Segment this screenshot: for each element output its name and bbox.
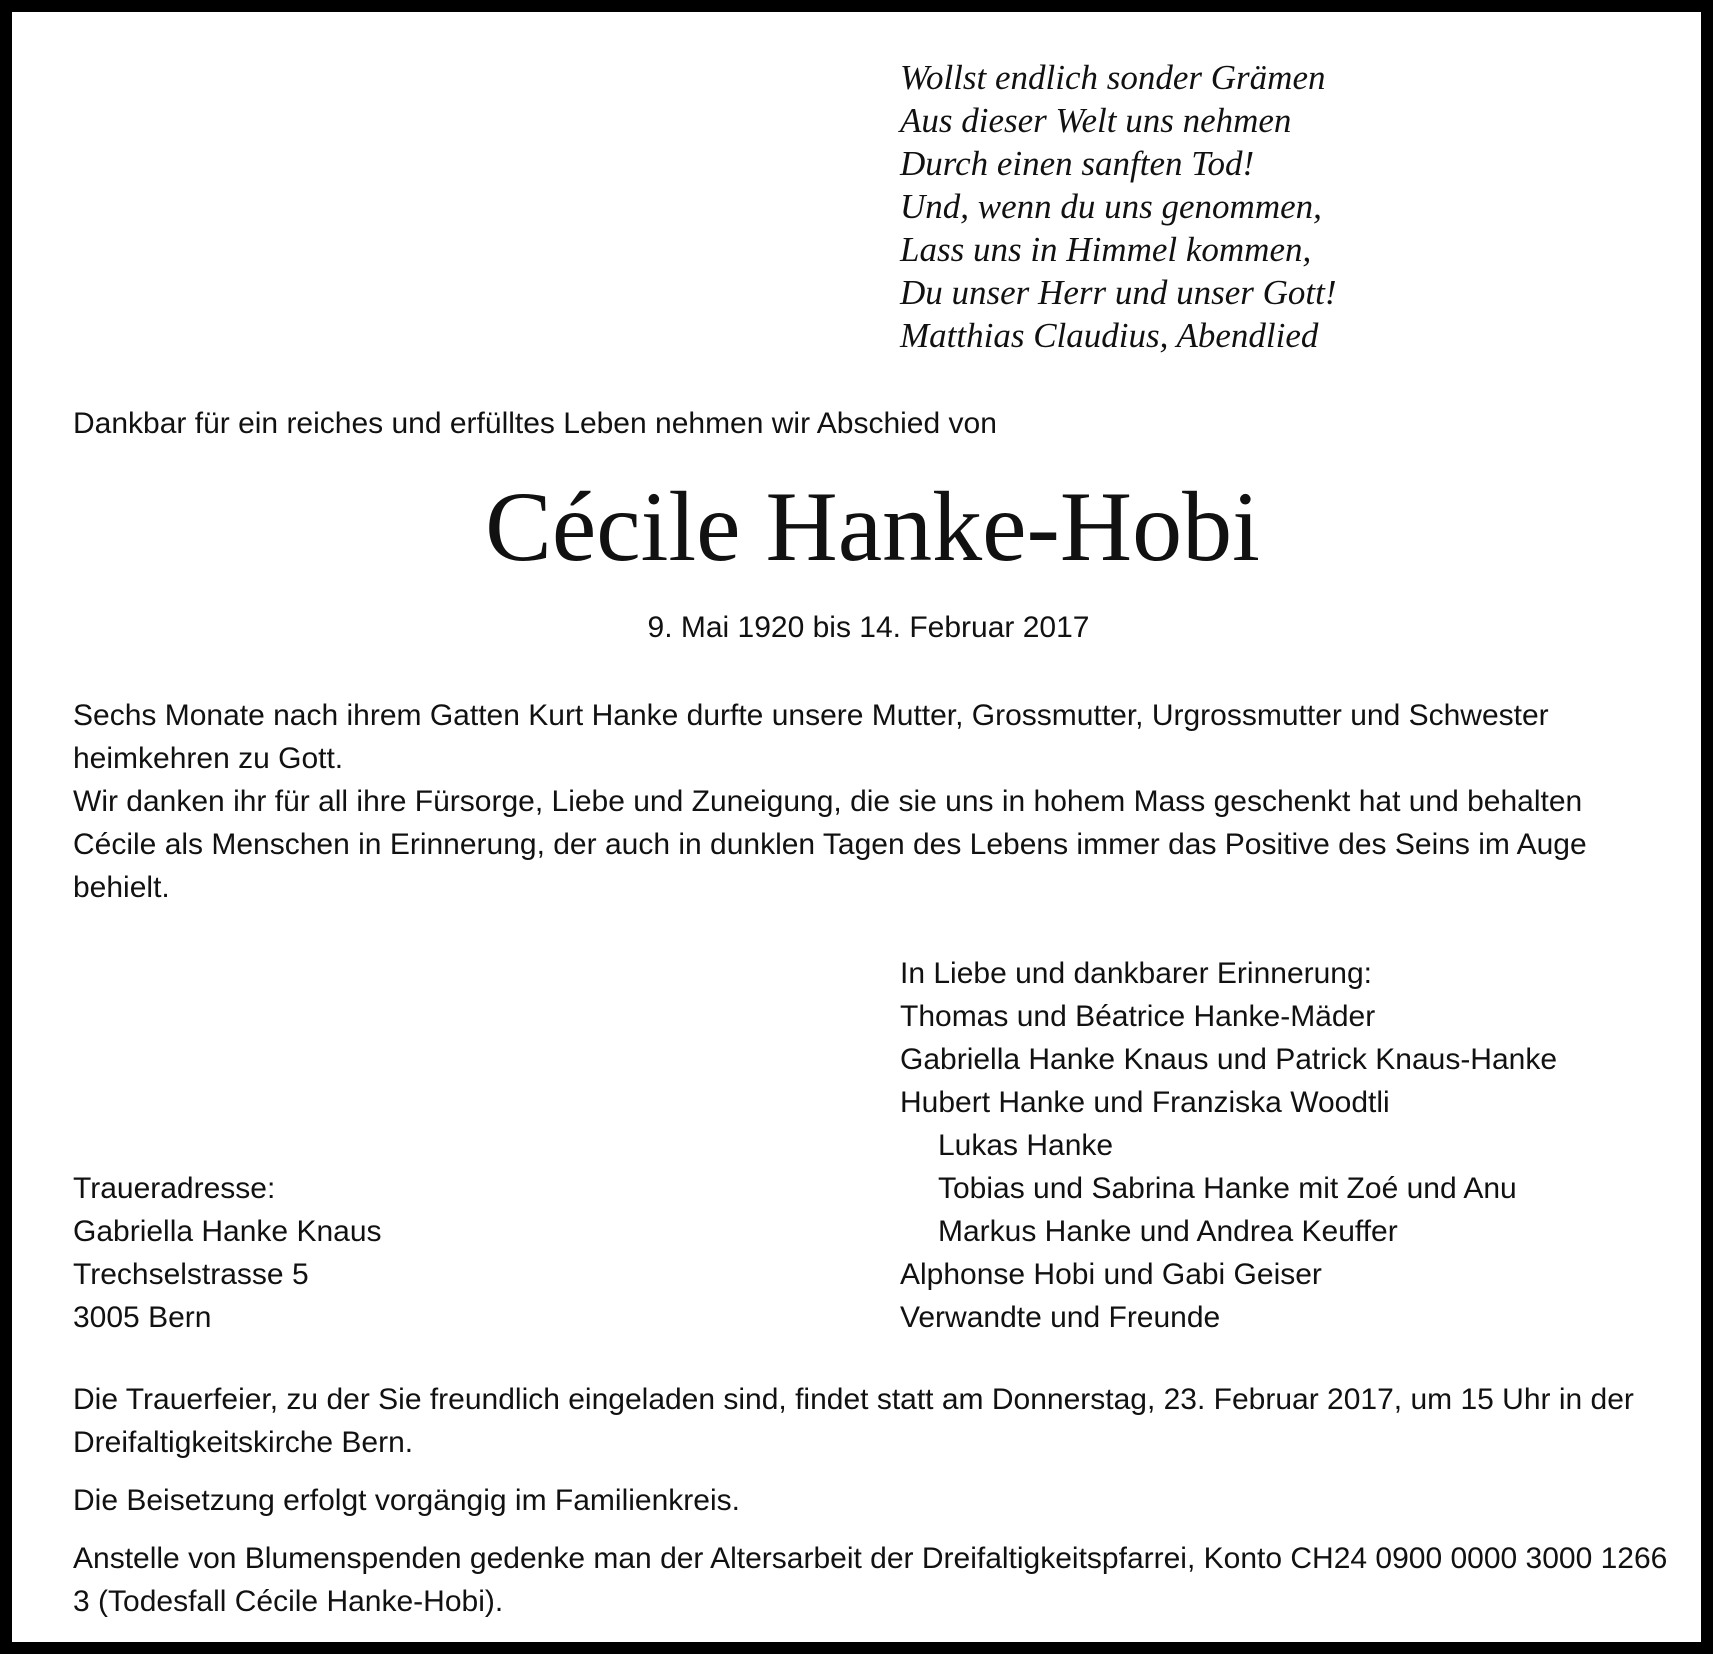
mourner-name: Alphonse Hobi und Gabi Geiser bbox=[900, 1258, 1322, 1291]
poem-line: Lass uns in Himmel kommen, bbox=[900, 230, 1312, 269]
poem-attribution: Matthias Claudius, Abendlied bbox=[900, 316, 1319, 355]
mourner-name: Gabriella Hanke Knaus und Patrick Knaus-Hanke bbox=[900, 1043, 1558, 1076]
life-dates bbox=[12, 608, 1713, 648]
body-paragraph: Sechs Monate nach ihrem Gatten Kurt Hanke durfte unsere Mutter, Grossmutter, Urgrossmutter und Schwester heimkehren zu Gott. bbox=[73, 699, 1549, 775]
address-street: Trechselstrasse 5 bbox=[73, 1258, 309, 1291]
address-label: Traueradresse: bbox=[73, 1172, 276, 1205]
grandchild-name: Markus Hanke und Andrea Keuffer bbox=[938, 1215, 1398, 1248]
ceremony-text: Die Trauerfeier, zu der Sie freundlich eingeladen sind, findet statt am Donnerstag, 23. Februar 2017, um 15 Uhr in der Dreifaltigkeitskirche Bern. bbox=[73, 1383, 1634, 1459]
burial-text: Die Beisetzung erfolgt vorgängig im Familienkreis. bbox=[73, 1484, 740, 1517]
life-dates-text: 9. Mai 1920 bis 14. Februar 2017 bbox=[647, 611, 1090, 644]
donation-text: Anstelle von Blumenspenden gedenke man der Altersarbeit der Dreifaltigkeitspfarrei, Konto CH24 0900 0000 3000 1266 3 (Todesfall Cécile Hanke-Hobi). bbox=[73, 1542, 1668, 1618]
mourners-heading: In Liebe und dankbarer Erinnerung: bbox=[900, 957, 1373, 990]
deceased-name bbox=[12, 467, 1713, 587]
address-city: 3005 Bern bbox=[73, 1301, 212, 1334]
poem-line: Durch einen sanften Tod! bbox=[900, 144, 1255, 183]
body-paragraph: Wir danken ihr für all ihre Fürsorge, Liebe und Zuneigung, die sie uns in hohem Mass geschenkt hat und behalten Cécile als Menschen in Erinnerung, der auch in dunklen Tagen des Lebens immer das Positive des Seins im Auge behielt. bbox=[73, 785, 1587, 904]
mourner-name: Hubert Hanke und Franziska Woodtli bbox=[900, 1086, 1390, 1119]
grandchild-name: Tobias und Sabrina Hanke mit Zoé und Anu bbox=[938, 1172, 1517, 1205]
poem-line: Und, wenn du uns genommen, bbox=[900, 187, 1322, 226]
mourners-block bbox=[900, 952, 1557, 1339]
poem-line: Aus dieser Welt uns nehmen bbox=[900, 101, 1292, 140]
poem-line: Wollst endlich sonder Grämen bbox=[900, 58, 1326, 97]
mourning-address bbox=[73, 1167, 382, 1339]
poem-block bbox=[900, 56, 1337, 357]
body-text bbox=[73, 694, 1673, 909]
mourner-name: Thomas und Béatrice Hanke-Mäder bbox=[900, 1000, 1376, 1033]
address-name: Gabriella Hanke Knaus bbox=[73, 1215, 382, 1248]
service-info bbox=[73, 1378, 1673, 1638]
poem-line: Du unser Herr und unser Gott! bbox=[900, 273, 1337, 312]
grandchild-name: Lukas Hanke bbox=[938, 1129, 1114, 1162]
intro-text: Dankbar für ein reiches und erfülltes Leben nehmen wir Abschied von bbox=[73, 407, 997, 440]
deceased-name-text: Cécile Hanke-Hobi bbox=[485, 471, 1260, 582]
mourner-name: Verwandte und Freunde bbox=[900, 1301, 1221, 1334]
